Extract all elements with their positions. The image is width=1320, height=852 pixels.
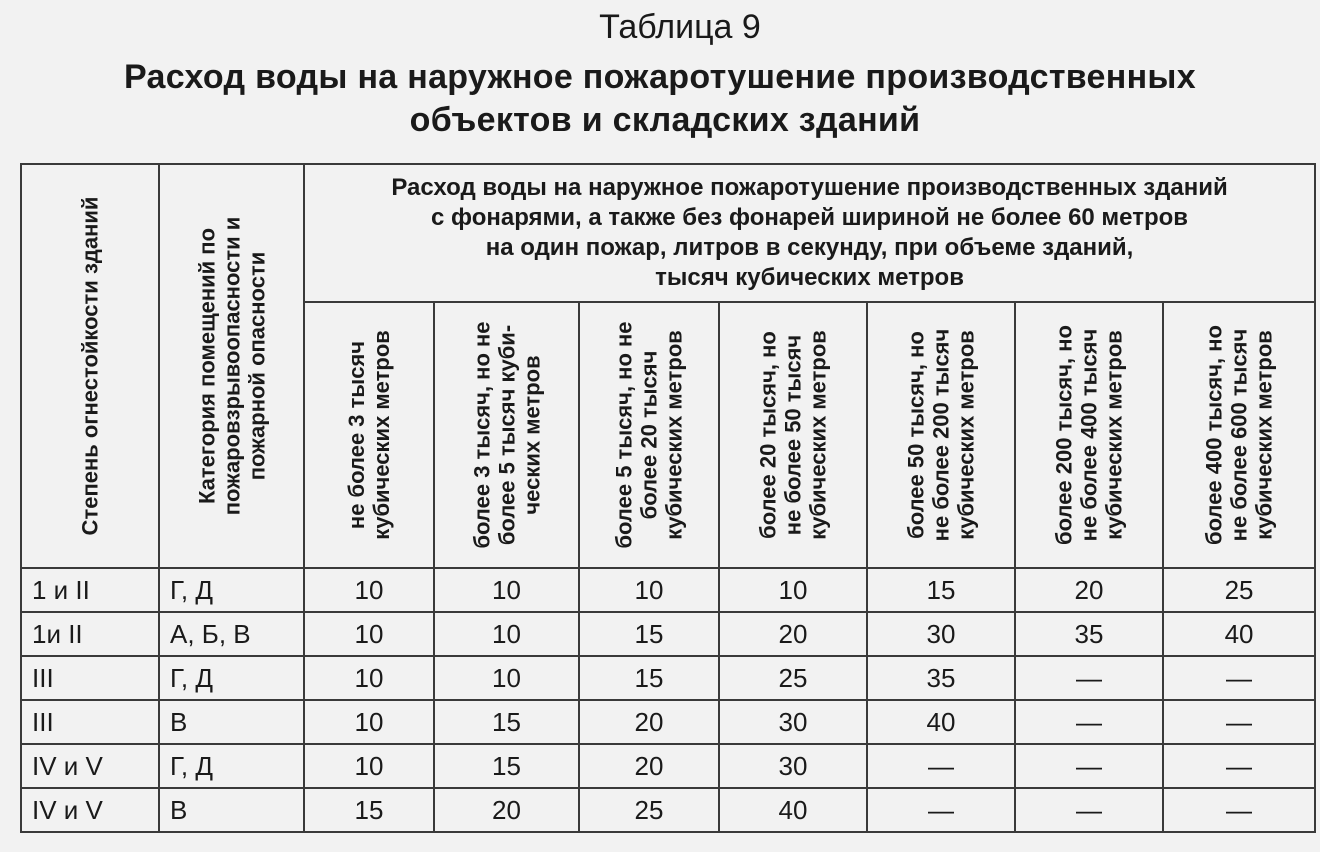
cell-flow-rate: 10 [719,568,867,612]
header-fire-resistance: Степень огнестойкости зданий [21,164,159,568]
table-row [21,700,1315,744]
cell-flow-rate: 35 [1015,612,1163,656]
cell-flow-rate: 10 [434,656,579,700]
cell-flow-rate: 30 [719,700,867,744]
cell-flow-rate: 10 [304,700,434,744]
table-title [0,56,1320,142]
cell-flow-rate: 25 [1163,568,1315,612]
cell-flow-rate: 25 [579,788,719,832]
cell-fire-resistance: III [21,656,159,700]
cell-flow-rate: 30 [719,744,867,788]
table-row [21,744,1315,788]
cell-room-category: Г, Д [159,656,304,700]
cell-flow-rate: 10 [434,612,579,656]
cell-flow-rate: — [867,788,1015,832]
cell-flow-rate: — [1015,744,1163,788]
table-row [21,612,1315,656]
cell-flow-rate: 20 [1015,568,1163,612]
cell-flow-rate: — [1163,656,1315,700]
cell-flow-rate: — [1163,700,1315,744]
water-consumption-table [20,163,1316,833]
cell-room-category: Г, Д [159,568,304,612]
header-volume-4: более 20 тысяч, но не более 50 тысяч кубических метров [719,302,867,568]
header-volume-5: более 50 тысяч, но не более 200 тысяч кубических метров [867,302,1015,568]
cell-flow-rate: 20 [434,788,579,832]
table-row [21,656,1315,700]
cell-flow-rate: 40 [1163,612,1315,656]
cell-flow-rate: 30 [867,612,1015,656]
cell-room-category: В [159,788,304,832]
table-title-line-1: Расход воды на наружное пожаротушение производственных [124,58,1196,96]
cell-flow-rate: 10 [304,744,434,788]
cell-flow-rate: 20 [719,612,867,656]
header-room-category: Категория помещений по пожаровзрывоопасности и пожарной опасности [159,164,304,568]
cell-fire-resistance: IV и V [21,744,159,788]
table-label: Таблица 9 [599,8,761,46]
cell-flow-rate: — [1163,788,1315,832]
table-row [21,568,1315,612]
table-row [21,788,1315,832]
cell-flow-rate: 40 [719,788,867,832]
cell-flow-rate: 20 [579,744,719,788]
cell-flow-rate: — [1015,656,1163,700]
header-volume-3: более 5 тысяч, но не более 20 тысяч кубических метров [579,302,719,568]
header-water-consumption: Расход воды на наружное пожаротушение производственных зданий с фонарями, а также без фонарей шириной не более 60 метров на один пожар, литров в секунду, при объеме зданий, тысяч кубических метров [304,164,1315,302]
cell-room-category: А, Б, В [159,612,304,656]
cell-flow-rate: 15 [304,788,434,832]
cell-flow-rate: 10 [579,568,719,612]
cell-flow-rate: 15 [579,656,719,700]
cell-fire-resistance: 1и II [21,612,159,656]
cell-flow-rate: — [1015,700,1163,744]
header-volume-1: не более 3 тысяч кубических метров [304,302,434,568]
cell-fire-resistance: IV и V [21,788,159,832]
cell-flow-rate: 10 [304,568,434,612]
header-volume-7: более 400 тысяч, но не более 600 тысяч кубических метров [1163,302,1315,568]
cell-room-category: Г, Д [159,744,304,788]
cell-flow-rate: 15 [434,744,579,788]
cell-flow-rate: 10 [304,656,434,700]
cell-flow-rate: 20 [579,700,719,744]
cell-flow-rate: 15 [434,700,579,744]
cell-flow-rate: 15 [867,568,1015,612]
cell-flow-rate: — [867,744,1015,788]
header-volume-2: более 3 тысяч, но не более 5 тысяч куби- ческих метров [434,302,579,568]
cell-flow-rate: 35 [867,656,1015,700]
cell-fire-resistance: III [21,700,159,744]
header-volume-6: более 200 тысяч, но не более 400 тысяч кубических метров [1015,302,1163,568]
cell-flow-rate: — [1015,788,1163,832]
cell-fire-resistance: 1 и II [21,568,159,612]
cell-flow-rate: 15 [579,612,719,656]
cell-flow-rate: 10 [304,612,434,656]
cell-flow-rate: 40 [867,700,1015,744]
table-title-line-2: объектов и складских зданий [409,101,921,139]
cell-room-category: В [159,700,304,744]
cell-flow-rate: — [1163,744,1315,788]
cell-flow-rate: 25 [719,656,867,700]
cell-flow-rate: 10 [434,568,579,612]
